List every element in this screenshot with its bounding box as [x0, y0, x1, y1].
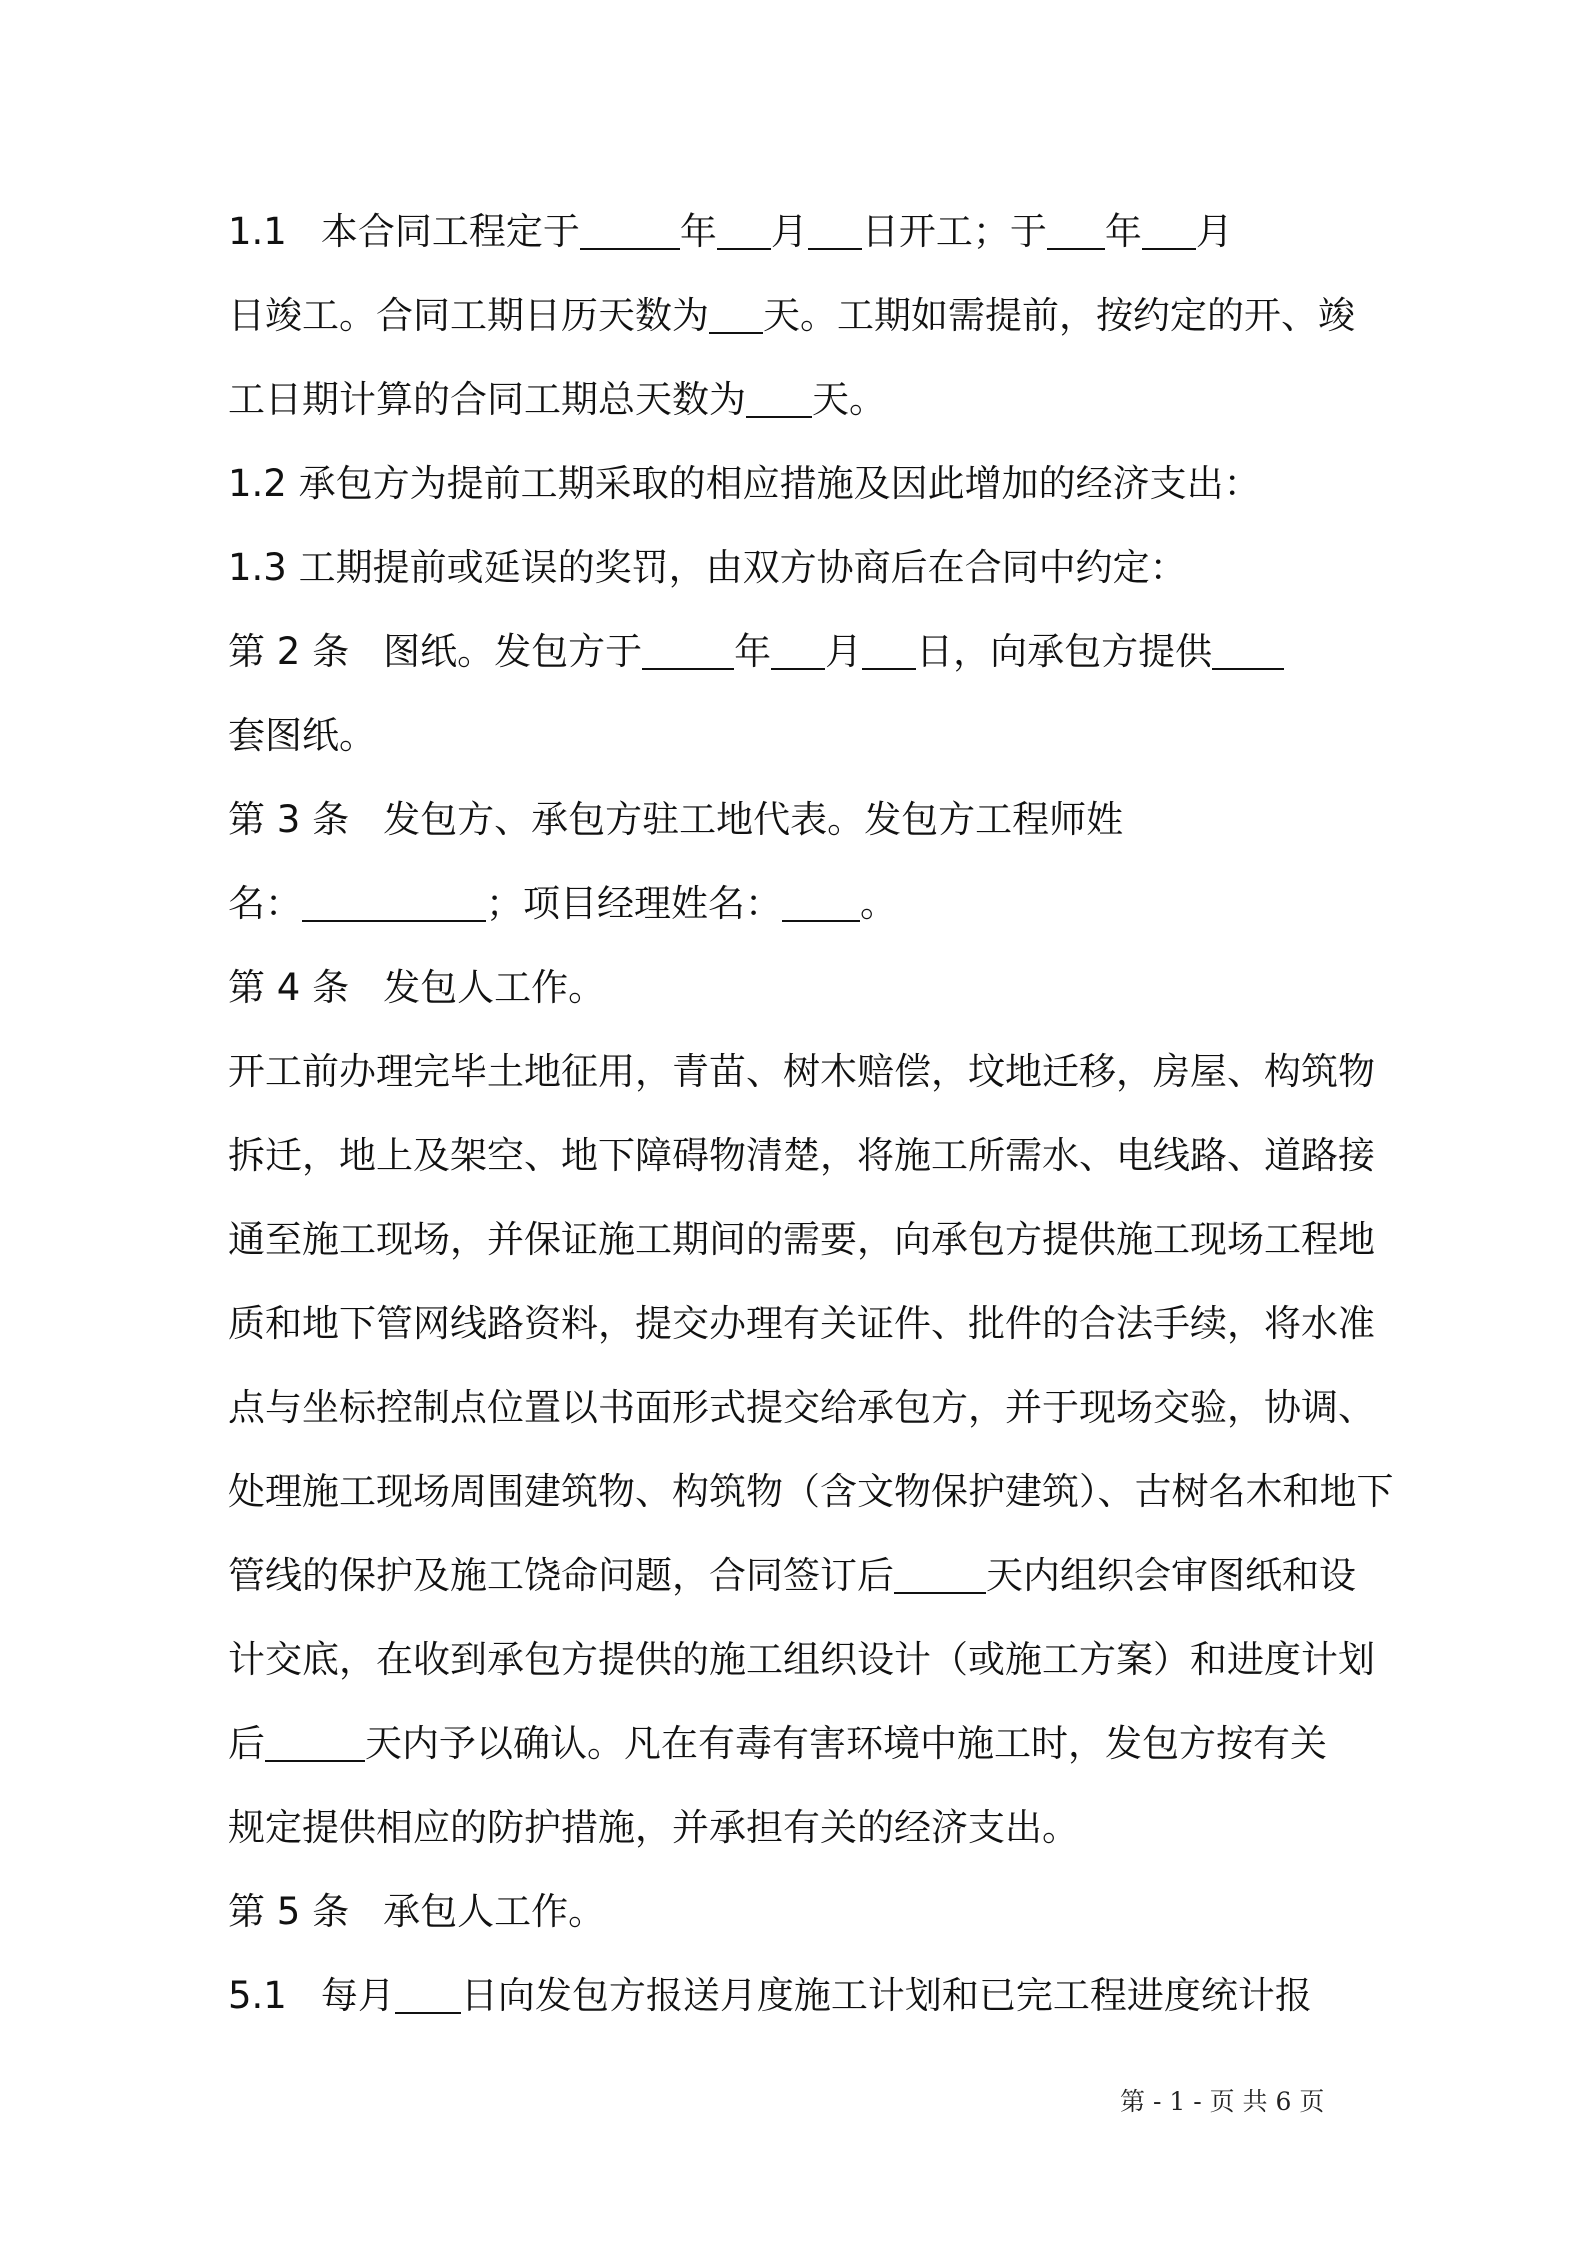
drawing-sets-blank[interactable] [1212, 628, 1284, 670]
review-days-blank[interactable] [894, 1552, 986, 1594]
article-4-heading: 第 4 条 发包人工作。 [228, 966, 606, 1009]
drawing-year-blank[interactable] [642, 628, 734, 670]
article-4-line-8: 计交底，在收到承包方提供的施工组织设计（或施工方案）和进度计划 [228, 1638, 1375, 1681]
clause-1-1-line-2: 日竣工。合同工期日历天数为 天。工期如需提前，按约定的开、竣 [228, 294, 1355, 337]
start-year-blank[interactable] [580, 208, 680, 250]
clause-1-1-line-3: 工日期计算的合同工期总天数为 天。 [228, 378, 886, 421]
article-3-line-1: 第 3 条 发包方、承包方驻工地代表。发包方工程师姓 [228, 798, 1124, 841]
article-4-line-4: 质和地下管网线路资料，提交办理有关证件、批件的合法手续，将水准 [228, 1302, 1375, 1345]
clause-1-2: 1.2 承包方为提前工期采取的相应措施及因此增加的经济支出： [228, 462, 1261, 505]
finish-month-blank[interactable] [1142, 208, 1196, 250]
clause-1-1-line-1: 1.1 本合同工程定于 年 月 日开工；于 年 月 [228, 210, 1233, 253]
article-4-line-2: 拆迁，地上及架空、地下障碍物清楚，将施工所需水、电线路、道路接 [228, 1134, 1375, 1177]
finish-year-blank[interactable] [1047, 208, 1105, 250]
article-4-line-6: 处理施工现场周围建筑物、构筑物（含文物保护建筑）、古树名木和地下 [228, 1470, 1394, 1513]
article-4-line-7: 管线的保护及施工饶命问题，合同签订后 天内组织会审图纸和设 [228, 1554, 1356, 1597]
start-day-blank[interactable] [808, 208, 862, 250]
article-4-line-1: 开工前办理完毕土地征用，青苗、树木赔偿，坟地迁移，房屋、构筑物 [228, 1050, 1375, 1093]
calendar-days-blank[interactable] [709, 292, 763, 334]
article-4-line-9: 后 天内予以确认。凡在有毒有害环境中施工时，发包方按有关 [228, 1722, 1327, 1765]
article-4-line-10: 规定提供相应的防护措施，并承担有关的经济支出。 [228, 1806, 1079, 1849]
engineer-name-blank[interactable] [302, 880, 486, 922]
article-4-line-5: 点与坐标控制点位置以书面形式提交给承包方，并于现场交验，协调、 [228, 1386, 1375, 1429]
drawing-day-blank[interactable] [862, 628, 916, 670]
article-2-line-2: 套图纸。 [228, 714, 376, 757]
confirm-days-blank[interactable] [265, 1720, 365, 1762]
clause-5-1: 5.1 每月 日向发包方报送月度施工计划和已完工程进度统计报 [228, 1974, 1312, 2017]
contract-body [228, 190, 1400, 2038]
article-3-line-2: 名： ；项目经理姓名： 。 [228, 882, 897, 925]
total-days-blank[interactable] [746, 376, 812, 418]
report-day-blank[interactable] [395, 1972, 461, 2014]
article-4-line-3: 通至施工现场，并保证施工期间的需要，向承包方提供施工现场工程地 [228, 1218, 1375, 1261]
article-5-heading: 第 5 条 承包人工作。 [228, 1890, 606, 1933]
start-month-blank[interactable] [717, 208, 771, 250]
clause-1-3: 1.3 工期提前或延误的奖罚，由双方协商后在合同中约定： [228, 546, 1187, 589]
page-number: 第 - 1 - 页 共 6 页 [1120, 2087, 1325, 2116]
manager-name-blank[interactable] [782, 880, 860, 922]
drawing-month-blank[interactable] [771, 628, 825, 670]
article-2-line-1: 第 2 条 图纸。发包方于 年 月 日，向承包方提供 [228, 610, 1400, 694]
